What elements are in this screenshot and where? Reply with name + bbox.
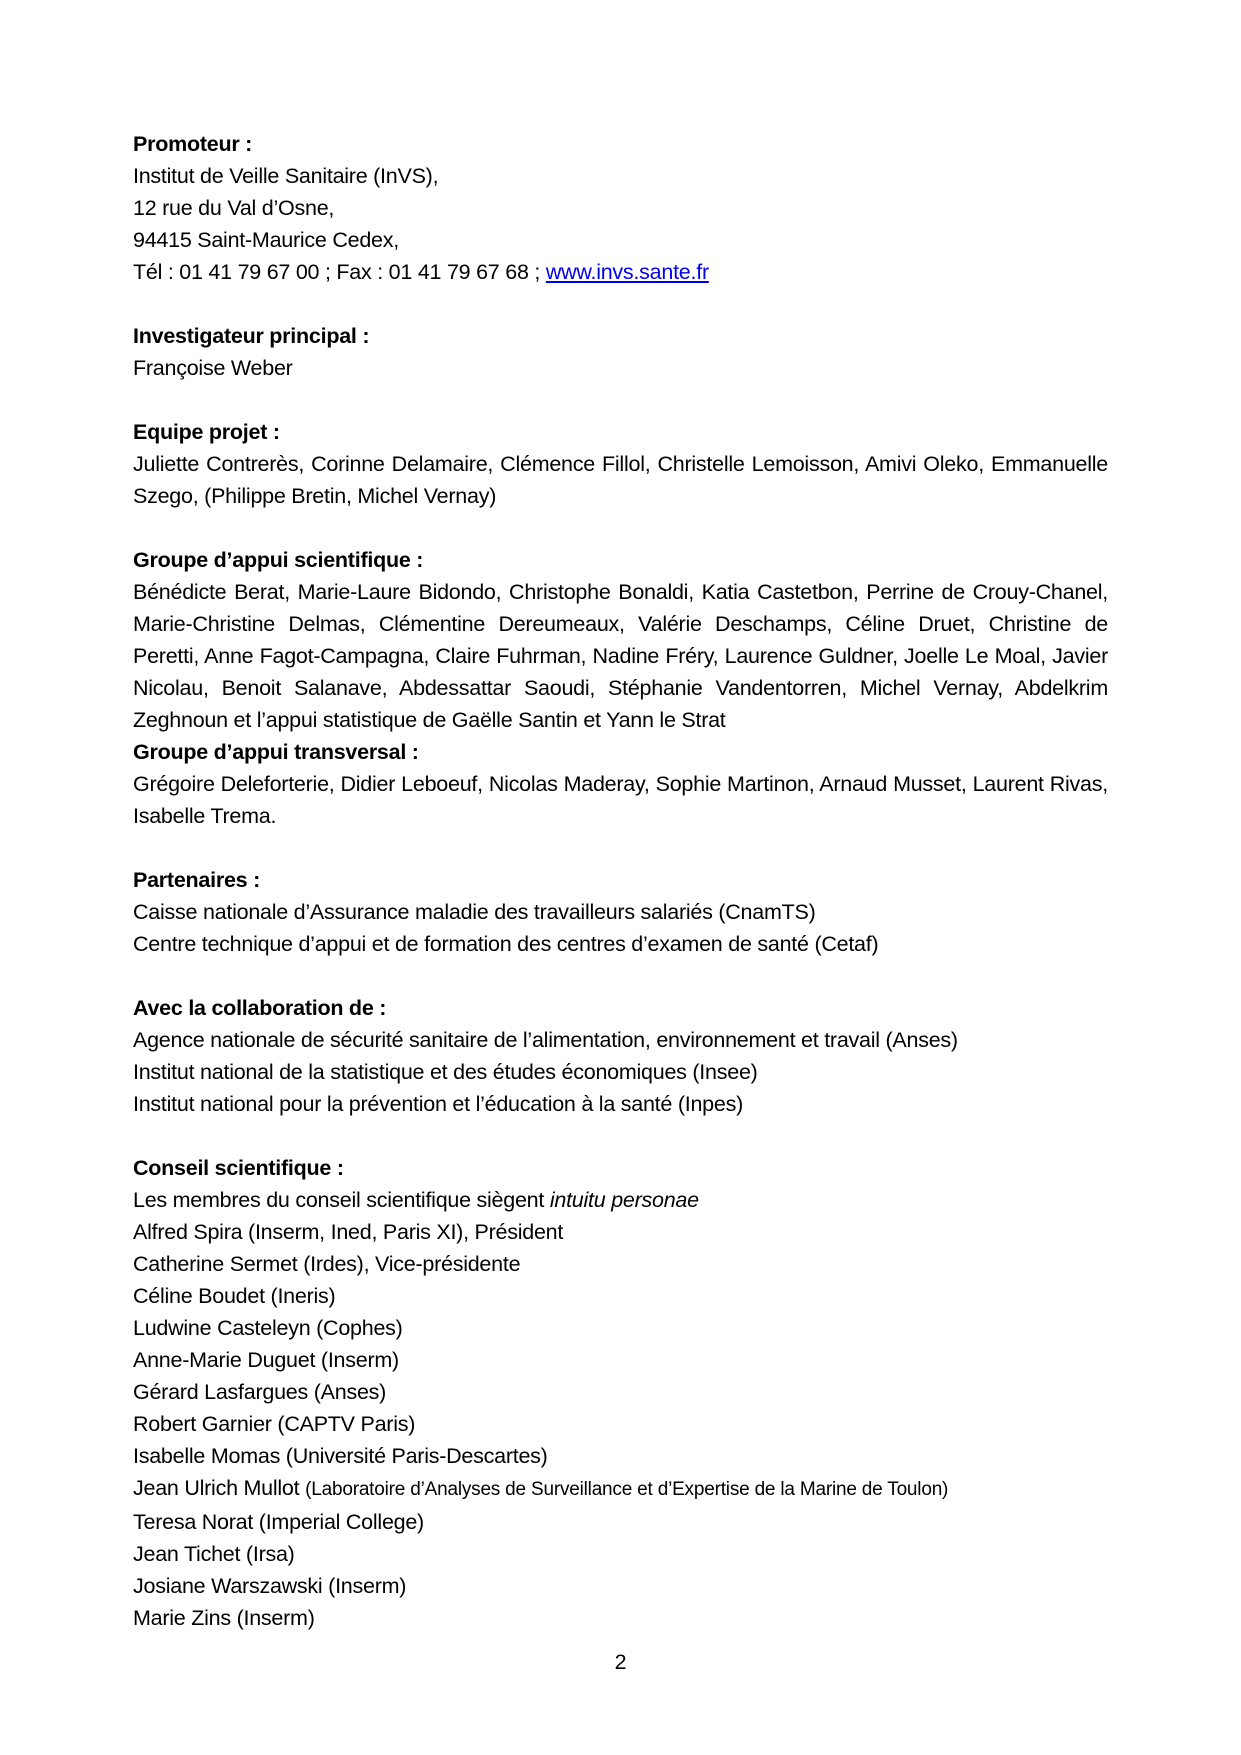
conseil-member-mullot-name: Jean Ulrich Mullot xyxy=(133,1476,306,1500)
investigateur-name: Françoise Weber xyxy=(133,356,293,380)
conseil-member: Céline Boudet (Ineris) xyxy=(133,1284,336,1308)
equipe-projet-heading: Equipe projet : xyxy=(133,420,280,444)
conseil-member: Marie Zins (Inserm) xyxy=(133,1606,315,1630)
section-groupe-appui-scientifique xyxy=(133,544,1108,736)
promoteur-line-contact xyxy=(133,256,1108,288)
conseil-intro-latin: intuitu personae xyxy=(549,1188,699,1212)
groupe-appui-scientifique-heading: Groupe d’appui scientifique : xyxy=(133,548,424,572)
conseil-heading: Conseil scientifique : xyxy=(133,1156,344,1180)
section-equipe-projet xyxy=(133,416,1108,512)
conseil-member: Teresa Norat (Imperial College) xyxy=(133,1510,424,1534)
partenaires-line-cnamts: Caisse nationale d’Assurance maladie des travailleurs salariés (CnamTS) xyxy=(133,900,816,924)
collaboration-heading: Avec la collaboration de : xyxy=(133,996,387,1020)
groupe-appui-transversal-heading: Groupe d’appui transversal : xyxy=(133,740,419,764)
section-investigateur xyxy=(133,320,1108,384)
page-number: 2 xyxy=(614,1650,627,1674)
conseil-member: Robert Garnier (CAPTV Paris) xyxy=(133,1412,416,1436)
conseil-member: Josiane Warszawski (Inserm) xyxy=(133,1574,407,1598)
conseil-member: Jean Tichet (Irsa) xyxy=(133,1542,295,1566)
conseil-intro xyxy=(133,1184,1108,1216)
collaboration-line-anses: Agence nationale de sécurité sanitaire de l’alimentation, environnement et travail (Anses) xyxy=(133,1028,958,1052)
conseil-member: Anne-Marie Duguet (Inserm) xyxy=(133,1348,399,1372)
conseil-member-mullot xyxy=(133,1472,1108,1506)
conseil-member: Gérard Lasfargues (Anses) xyxy=(133,1380,387,1404)
section-conseil-scientifique xyxy=(133,1152,1108,1634)
groupe-appui-scientifique-paragraph: Bénédicte Berat, Marie-Laure Bidondo, Christophe Bonaldi, Katia Castetbon, Perrine de Crouy-Chanel, Marie-Christine Delmas, Clémentine Dereumeaux, Valérie Deschamps, Céline Druet, Christine de Peretti, Anne Fagot-Campagna, Claire Fuhrman, Nadine Fréry, Laurence Guldner, Joelle Le Moal, Javier Nicolau, Benoit Salanave, Abdessattar Saoudi, Stéphanie Vandentorren, Michel Vernay, Abdelkrim Zeghnoun et l’appui statistique de Gaëlle Santin et Yann le Strat xyxy=(133,580,1108,732)
page-content xyxy=(133,128,1108,1634)
promoteur-line-city: 94415 Saint-Maurice Cedex, xyxy=(133,228,399,252)
conseil-member-mullot-detail: (Laboratoire d’Analyses de Surveillance et d’Expertise de la Marine de Toulon) xyxy=(305,1479,949,1500)
investigateur-heading: Investigateur principal : xyxy=(133,324,370,348)
conseil-member: Alfred Spira (Inserm, Ined, Paris XI), Président xyxy=(133,1220,564,1244)
section-collaboration xyxy=(133,992,1108,1120)
section-partenaires xyxy=(133,864,1108,960)
promoteur-line-street: 12 rue du Val d’Osne, xyxy=(133,196,335,220)
promoteur-heading: Promoteur : xyxy=(133,132,253,156)
section-promoteur xyxy=(133,128,1108,288)
conseil-intro-text: Les membres du conseil scientifique siègent xyxy=(133,1188,550,1212)
collaboration-line-inpes: Institut national pour la prévention et l’éducation à la santé (Inpes) xyxy=(133,1092,743,1116)
groupe-appui-transversal-paragraph: Grégoire Deleforterie, Didier Leboeuf, Nicolas Maderay, Sophie Martinon, Arnaud Musset, Laurent Rivas, Isabelle Trema. xyxy=(133,772,1108,828)
conseil-member: Catherine Sermet (Irdes), Vice-présidente xyxy=(133,1252,521,1276)
website-link[interactable]: www.invs.sante.fr xyxy=(545,260,709,284)
promoteur-line-institute: Institut de Veille Sanitaire (InVS), xyxy=(133,164,439,188)
conseil-member: Ludwine Casteleyn (Cophes) xyxy=(133,1316,403,1340)
collaboration-line-insee: Institut national de la statistique et des études économiques (Insee) xyxy=(133,1060,758,1084)
equipe-projet-paragraph: Juliette Contrerès, Corinne Delamaire, Clémence Fillol, Christelle Lemoisson, Amivi Oleko, Emmanuelle Szego, (Philippe Bretin, Michel Vernay) xyxy=(133,452,1108,508)
partenaires-line-cetaf: Centre technique d’appui et de formation des centres d’examen de santé (Cetaf) xyxy=(133,932,879,956)
partenaires-heading: Partenaires : xyxy=(133,868,261,892)
contact-text: Tél : 01 41 79 67 00 ; Fax : 01 41 79 67 68 ; xyxy=(133,260,546,284)
section-groupe-appui-transversal xyxy=(133,736,1108,832)
conseil-member: Isabelle Momas (Université Paris-Descartes) xyxy=(133,1444,548,1468)
